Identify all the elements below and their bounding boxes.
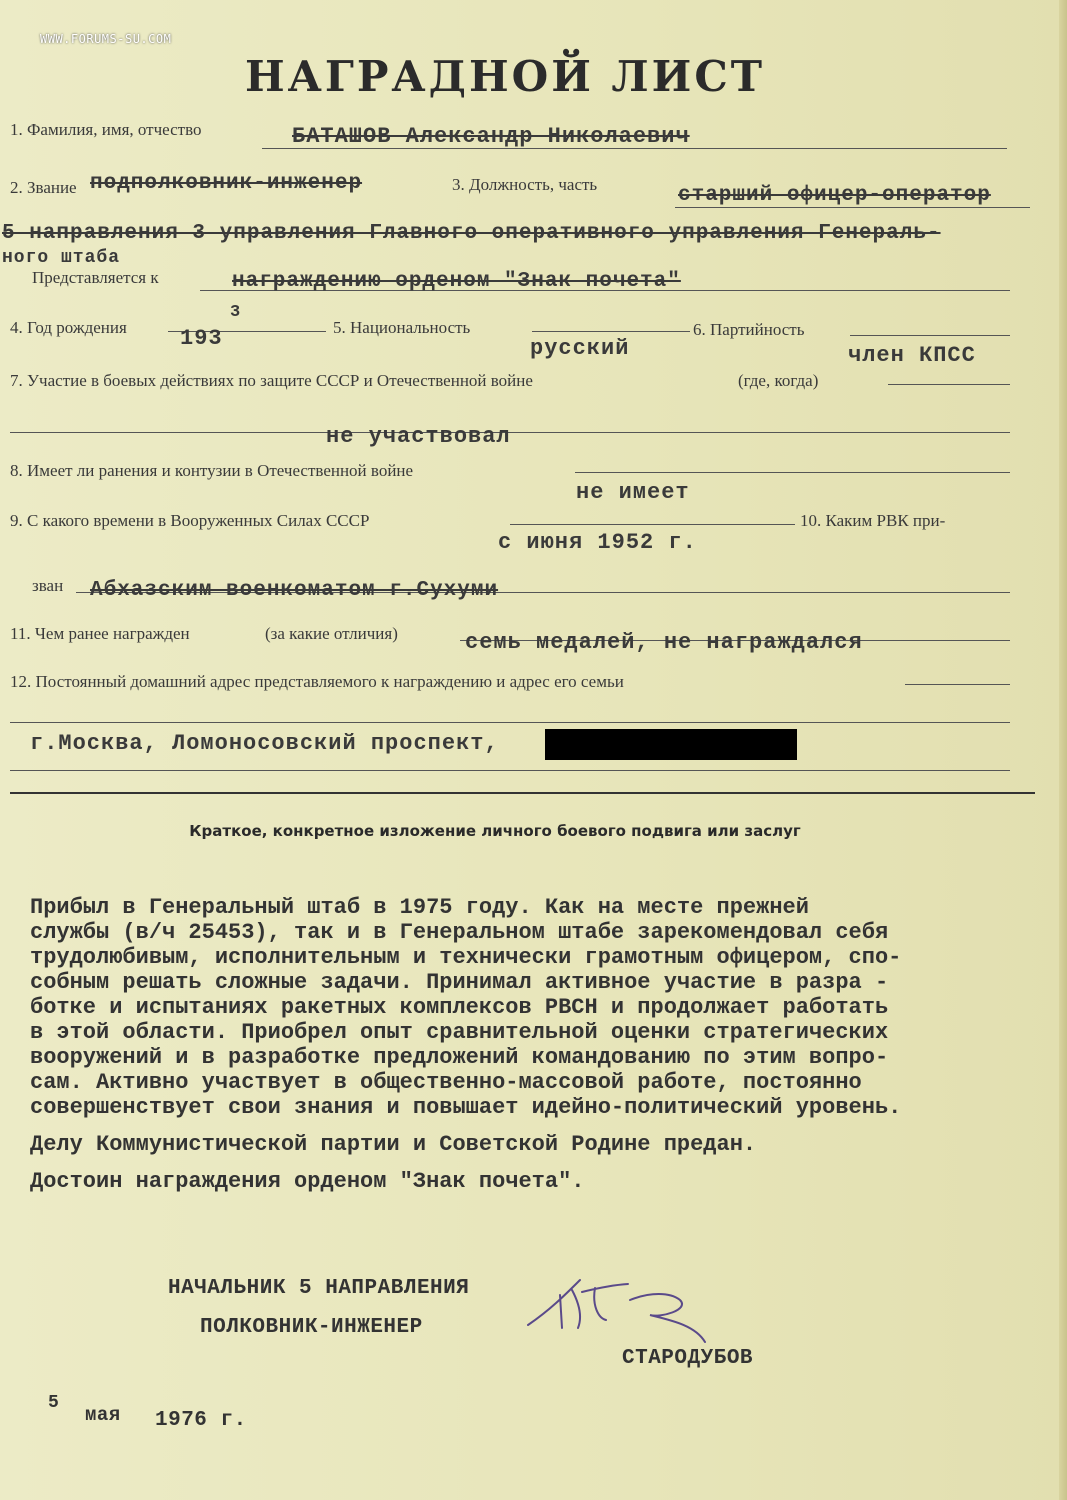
date-day: 5 xyxy=(48,1393,60,1413)
field-5-label: 5. Национальность xyxy=(333,318,471,337)
field-2-label: 2. Звание xyxy=(10,178,77,197)
date-year: 1976 г. xyxy=(155,1409,247,1432)
field-9-line xyxy=(510,524,795,525)
page-edge xyxy=(1059,0,1067,1500)
nomination-label: Представляется к xyxy=(32,268,159,287)
section-heading: Краткое, конкретное изложение личного боевого подвига или заслуг xyxy=(189,822,801,840)
field-7-value: не участвовал xyxy=(326,424,511,449)
field-5-line xyxy=(532,331,690,332)
body-line: ботке и испытаниях ракетных комплексов РВСН и продолжает работать xyxy=(30,995,889,1020)
field-4-digit: 3 xyxy=(230,303,242,322)
field-12-label: 12. Постоянный домашний адрес представляемого к награждению и адрес его семьи xyxy=(10,672,624,691)
body-line: сам. Активно участвует в общественно-массовой работе, постоянно xyxy=(30,1070,862,1095)
field-3-label: 3. Должность, часть xyxy=(452,175,598,194)
date-month: мая xyxy=(85,1404,121,1426)
nomination-value: награждению орденом "Знак почета" xyxy=(232,270,681,293)
field-1-value: БАТАШОВ Александр Николаевич xyxy=(292,124,690,149)
field-8-line xyxy=(575,472,1010,473)
field-12-line-3 xyxy=(10,770,1010,771)
field-12-line-2 xyxy=(10,722,1010,723)
field-10-value: Абхазским военкоматом г.Сухуми xyxy=(90,579,499,602)
body-line: Достоин награждения орденом "Знак почета". xyxy=(30,1169,585,1194)
body-line: службы (в/ч 25453), так и в Генеральном штабе зарекомендовал себя xyxy=(30,920,889,945)
watermark: WWW.FORUMS-SU.COM xyxy=(40,32,172,46)
field-12-line xyxy=(905,684,1010,685)
field-12-value: г.Москва, Ломоносовский проспект, xyxy=(30,731,499,756)
field-4-value: 193 xyxy=(180,326,223,351)
field-10-label-cont: зван xyxy=(32,576,64,595)
field-5-value: русский xyxy=(530,336,630,361)
field-11-hint: (за какие отличия) xyxy=(265,624,398,643)
field-3-line-2: 5 направления 3 управления Главного оперативного управления Генераль- xyxy=(2,222,941,245)
field-8-value: не имеет xyxy=(576,480,690,505)
field-11-label: 11. Чем ранее награжден xyxy=(10,624,190,643)
field-3-line xyxy=(675,207,1030,208)
body-line: собным решать сложные задачи. Принимал активное участие в разра - xyxy=(30,970,889,995)
merit-description xyxy=(30,895,1020,1194)
field-6-label: 6. Партийность xyxy=(693,320,805,339)
field-9-label: 9. С какого времени в Вооруженных Силах СССР xyxy=(10,511,370,530)
field-7-label: 7. Участие в боевых действиях по защите СССР и Отечественной войне xyxy=(10,371,533,390)
field-9-value: с июня 1952 г. xyxy=(498,530,697,555)
field-7-hint: (где, когда) xyxy=(738,371,819,390)
body-line: трудолюбивым, исполнительным и технически грамотным офицером, спо- xyxy=(30,945,902,970)
field-11-value: семь медалей, не награждался xyxy=(465,630,863,655)
handwritten-signature xyxy=(520,1270,720,1360)
field-6-line xyxy=(850,335,1010,336)
signer-name: СТАРОДУБОВ xyxy=(622,1347,754,1370)
body-line: вооружений и в разработке предложений командованию по этим вопро- xyxy=(30,1045,889,1070)
field-3-value: старший офицер-оператор xyxy=(678,184,991,207)
signer-position: НАЧАЛЬНИК 5 НАПРАВЛЕНИЯ xyxy=(168,1277,470,1300)
field-10-label: 10. Каким РВК при- xyxy=(800,511,946,530)
field-2-value: подполковник-инженер xyxy=(90,172,363,195)
field-1-label: 1. Фамилия, имя, отчество xyxy=(10,120,202,139)
body-line: в этой области. Приобрел опыт сравнительной оценки стратегических xyxy=(30,1020,889,1045)
field-8-label: 8. Имеет ли ранения и контузии в Отечественной войне xyxy=(10,461,414,480)
section-divider xyxy=(10,792,1035,794)
document-title: НАГРАДНОЙ ЛИСТ xyxy=(244,52,766,101)
body-line: Делу Коммунистической партии и Советской Родине предан. xyxy=(30,1132,757,1157)
field-6-value: член КПСС xyxy=(848,343,976,368)
field-3-line-3: ного штаба xyxy=(2,248,121,268)
field-4-label: 4. Год рождения xyxy=(10,318,127,337)
signer-rank: ПОЛКОВНИК-ИНЖЕНЕР xyxy=(200,1316,423,1339)
body-line: совершенствует свои знания и повышает идейно-политический уровень. xyxy=(30,1095,902,1120)
redaction-bar xyxy=(545,729,797,760)
body-line: Прибыл в Генеральный штаб в 1975 году. Как на месте прежней xyxy=(30,895,809,920)
field-7-line xyxy=(888,384,1010,385)
